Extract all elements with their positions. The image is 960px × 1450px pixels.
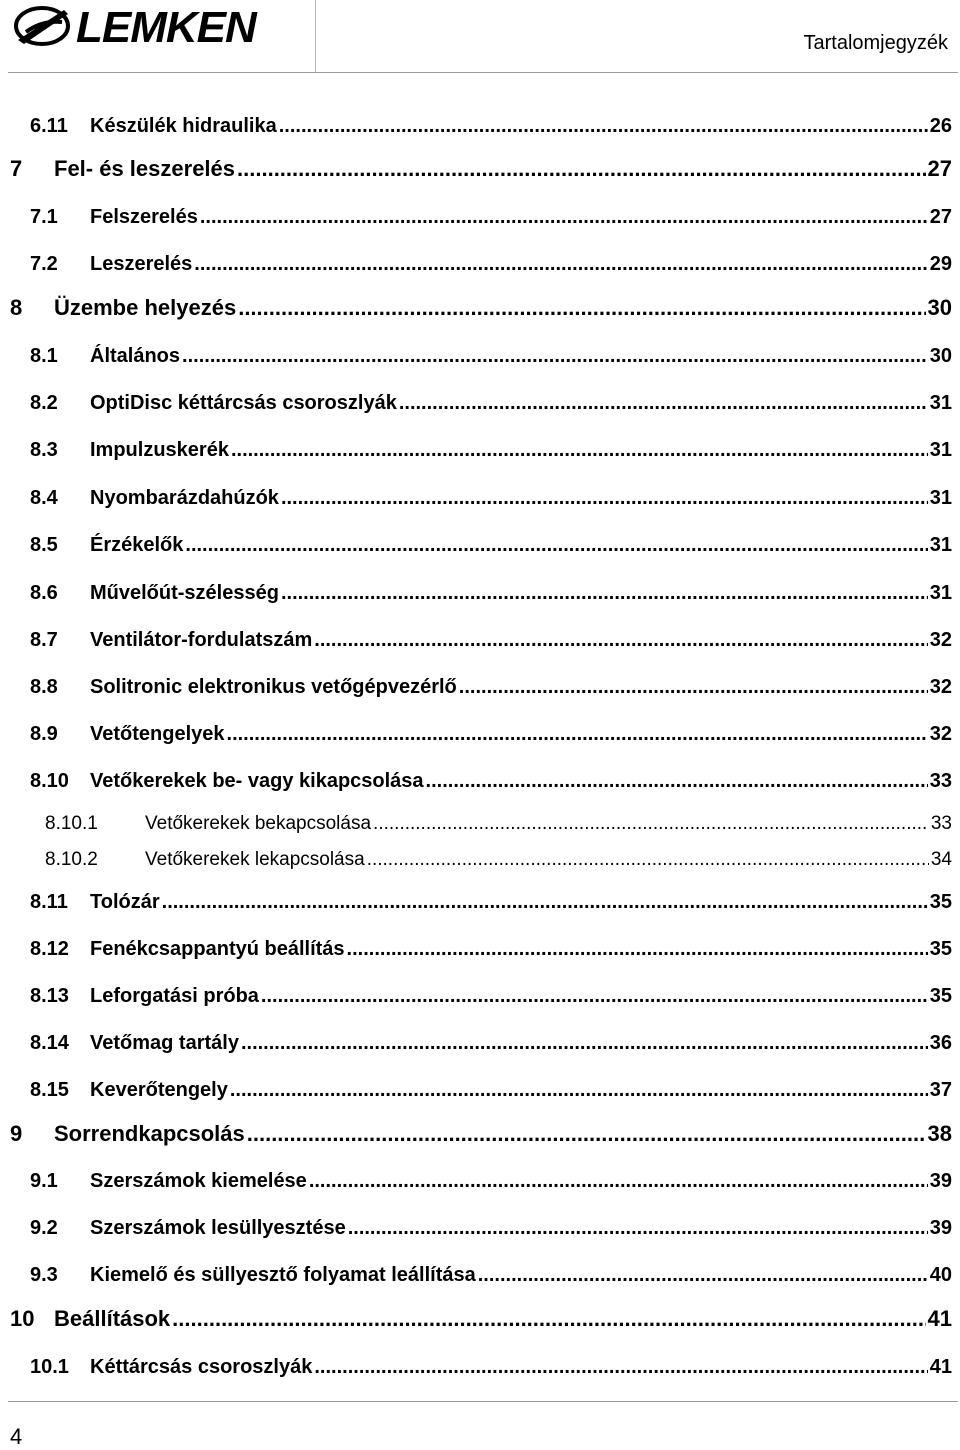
toc-entry[interactable] [0,770,960,796]
toc-entry[interactable] [0,1032,960,1058]
toc-entry-page: 39 [929,1170,952,1192]
toc-entry-page: 27 [929,206,952,228]
toc-dot-leader [348,1217,928,1240]
toc-entry-page: 36 [929,1032,952,1054]
toc-entry-title: Vetőkerekek be- vagy kikapcsolása [90,770,424,792]
toc-entry[interactable] [0,206,960,232]
toc-entry[interactable] [0,723,960,749]
toc-entry-title: Keverőtengely [90,1079,228,1101]
toc-entry-page: 40 [929,1264,952,1286]
toc-dot-leader [241,1032,928,1055]
toc-entry-number: 10.1 [30,1356,69,1378]
toc-entry-title: Ventilátor-fordulatszám [90,629,313,651]
toc-entry-number: 8.3 [30,439,58,461]
toc-entry-number: 9.3 [30,1264,58,1286]
toc-dot-leader [399,392,928,415]
toc-entry-page: 35 [929,891,952,913]
footer-rule [8,1401,958,1402]
toc-entry[interactable] [0,253,960,279]
toc-entry-title: Vetőmag tartály [90,1032,239,1054]
toc-entry-title: Üzembe helyezés [54,295,237,320]
toc-entry-page: 27 [927,156,952,181]
toc-entry-page: 32 [929,629,952,651]
toc-entry-title: Leforgatási próba [90,985,259,1007]
toc-entry[interactable] [0,1217,960,1243]
toc-entry-page: 38 [927,1121,952,1146]
toc-dot-leader [200,206,928,229]
toc-entry[interactable] [0,115,960,141]
toc-entry[interactable] [0,487,960,513]
toc-entry-number: 7.2 [30,253,58,275]
toc-entry-number: 10 [10,1306,35,1331]
toc-entry-page: 31 [929,392,952,414]
toc-entry-number: 8 [10,295,23,320]
toc-entry-page: 39 [929,1217,952,1239]
toc-entry[interactable] [0,439,960,465]
toc-entry-number: 8.6 [30,582,58,604]
toc-dot-leader [172,1306,925,1332]
toc-entry[interactable] [0,813,960,838]
toc-entry-number: 8.15 [30,1079,69,1101]
toc-dot-leader [459,676,928,699]
toc-entry-title: Beállítások [54,1306,171,1331]
toc-entry-title: Szerszámok lesüllyesztése [90,1217,346,1239]
toc-entry[interactable] [0,534,960,560]
toc-entry-title: Leszerelés [90,253,193,275]
toc-entry-title: Általános [90,345,181,367]
toc-dot-leader [162,891,928,914]
toc-dot-leader [247,1121,926,1147]
toc-entry-number: 9.1 [30,1170,58,1192]
toc-entry-number: 8.12 [30,938,69,960]
toc-entry-page: 31 [929,439,952,461]
header-divider [315,0,316,72]
toc-entry-title: Sorrendkapcsolás [54,1121,245,1146]
toc-dot-leader [261,985,928,1008]
toc-entry-page: 32 [929,676,952,698]
toc-entry-number: 9 [10,1121,23,1146]
toc-entry-title: Érzékelők [90,534,184,556]
toc-entry-page: 41 [929,1356,952,1378]
toc-entry[interactable] [0,156,960,184]
toc-entry[interactable] [0,629,960,655]
toc-entry-page: 31 [929,582,952,604]
toc-entry-title: Kéttárcsás csoroszlyák [90,1356,313,1378]
toc-dot-leader [309,1170,928,1193]
toc-entry[interactable] [0,582,960,608]
toc-entry-title: Vetőkerekek lekapcsolása [145,849,365,870]
toc-entry[interactable] [0,1306,960,1334]
toc-dot-leader [227,723,928,746]
toc-dot-leader [281,487,928,510]
toc-entry[interactable] [0,938,960,964]
toc-entry-title: OptiDisc kéttárcsás csoroszlyák [90,392,397,414]
toc-entry-number: 8.11 [30,891,68,913]
toc-entry-number: 8.5 [30,534,58,556]
toc-entry-title: Készülék hidraulika [90,115,277,137]
toc-entry-page: 37 [929,1079,952,1101]
toc-entry-page: 33 [929,770,952,792]
toc-dot-leader [279,115,928,138]
toc-dot-leader [367,849,929,871]
page-header [0,0,960,72]
toc-dot-leader [237,156,926,182]
toc-entry-number: 6.11 [30,115,68,137]
toc-entry-page: 30 [927,295,952,320]
toc-entry[interactable] [0,1356,960,1382]
toc-dot-leader [182,345,928,368]
toc-entry-number: 8.7 [30,629,58,651]
toc-entry-page: 35 [929,985,952,1007]
toc-entry-title: Nyombarázdahúzók [90,487,279,509]
toc-dot-leader [281,582,928,605]
toc-entry-title: Vetőtengelyek [90,723,225,745]
toc-entry[interactable] [0,891,960,917]
lemken-logo [12,2,302,54]
toc-entry-number: 8.10.2 [45,849,98,870]
toc-dot-leader [194,253,927,276]
toc-dot-leader [231,439,928,462]
toc-entry[interactable] [0,1170,960,1196]
toc-dot-leader [347,938,928,961]
toc-dot-leader [185,534,927,557]
toc-entry[interactable] [0,1121,960,1149]
toc-entry-number: 8.8 [30,676,58,698]
toc-entry-number: 8.10.1 [45,813,98,834]
toc-entry-page: 29 [929,253,952,275]
toc-entry[interactable] [0,1264,960,1290]
section-title: Tartalomjegyzék [803,32,948,54]
toc-entry-title: Fel- és leszerelés [54,156,236,181]
toc-entry-number: 9.2 [30,1217,58,1239]
toc-entry-number: 8.14 [30,1032,69,1054]
toc-dot-leader [314,1356,927,1379]
toc-entry-page: 31 [929,487,952,509]
toc-dot-leader [230,1079,928,1102]
toc-entry[interactable] [0,295,960,323]
toc-entry-number: 8.10 [30,770,69,792]
toc-entry-title: Felszerelés [90,206,198,228]
toc-entry-number: 8.13 [30,985,69,1007]
header-rule [8,72,958,73]
toc-entry[interactable] [0,392,960,418]
toc-dot-leader [314,629,927,652]
page-number: 4 [10,1424,23,1449]
toc-entry-number: 8.2 [30,392,58,414]
toc-entry[interactable] [0,849,960,874]
toc-entry[interactable] [0,985,960,1011]
toc-entry-title: Fenékcsappantyú beállítás [90,938,345,960]
toc-entry-page: 31 [929,534,952,556]
toc-entry-page: 32 [929,723,952,745]
toc-entry-title: Tolózár [90,891,160,913]
toc-entry[interactable] [0,345,960,371]
toc-entry-page: 35 [929,938,952,960]
toc-entry-title: Solitronic elektronikus vetőgépvezérlő [90,676,457,698]
toc-entry-page: 30 [929,345,952,367]
toc-entry[interactable] [0,1079,960,1105]
toc-entry-number: 8.1 [30,345,58,367]
toc-dot-leader [426,770,928,793]
toc-entry-title: Szerszámok kiemelése [90,1170,307,1192]
toc-entry-number: 8.4 [30,487,58,509]
toc-entry[interactable] [0,676,960,702]
toc-entry-title: Impulzuskerék [90,439,229,461]
toc-dot-leader [238,295,925,321]
toc-entry-page: 34 [930,849,952,870]
toc-entry-title: Vetőkerekek bekapcsolása [145,813,372,834]
toc-dot-leader [373,813,929,835]
toc-entry-page: 33 [930,813,952,834]
toc-entry-number: 7 [10,156,23,181]
toc-entry-page: 41 [927,1306,952,1331]
toc-entry-page: 26 [929,115,952,137]
logo-wordmark: LEMKEN [76,3,256,52]
toc-entry-number: 8.9 [30,723,58,745]
toc-entry-title: Kiemelő és süllyesztő folyamat leállítása [90,1264,476,1286]
toc-entry-number: 7.1 [30,206,58,228]
toc-entry-title: Művelőút-szélesség [90,582,279,604]
toc-dot-leader [478,1264,928,1287]
